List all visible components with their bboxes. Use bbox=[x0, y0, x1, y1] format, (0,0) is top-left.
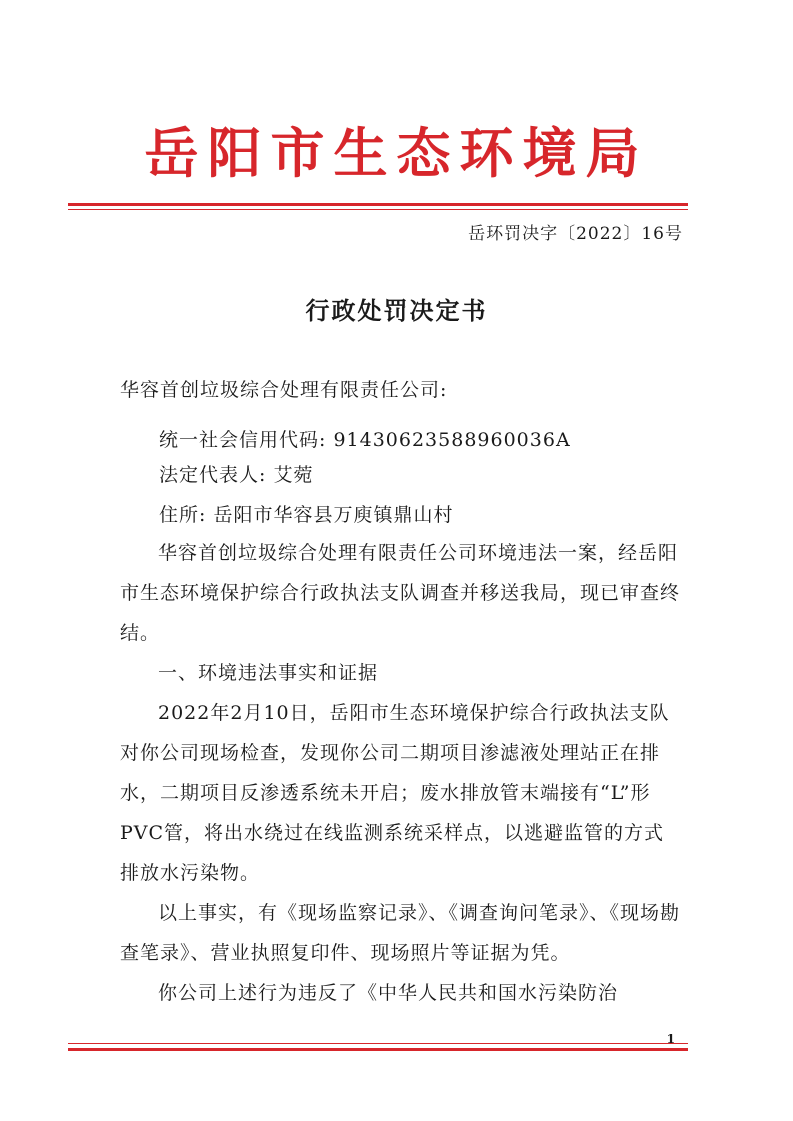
paragraph-evidence: 以上事实，有《现场监察记录》、《调查询问笔录》、《现场勘查笔录》、营业执照复印件、现场照片等证据为凭。 bbox=[120, 902, 681, 964]
document-body bbox=[120, 533, 680, 1013]
credit-code-line: 统一社会信用代码: 91430623588960036A bbox=[159, 429, 571, 451]
legal-representative-line: 法定代表人: 艾菀 bbox=[159, 464, 314, 486]
recipient-line: 华容首创垃圾综合处理有限责任公司: bbox=[120, 379, 448, 401]
letterhead-title: 岳阳市生态环境局 bbox=[144, 121, 649, 185]
paragraph-facts: 2022年2月10日，岳阳市生态环境保护综合行政执法支队对你公司现场检查，发现你公司二期项目渗滤液处理站正在排水，二期项目反渗透系统未开启；废水排放管末端接有“L”形PVC管，将出水绕过在线监测系统采样点，以逃避监管的方式排放水污染物。 bbox=[120, 702, 670, 884]
footer-red-rule-thick bbox=[68, 1048, 688, 1051]
paragraph-violation: 你公司上述行为违反了《中华人民共和国水污染防治 bbox=[158, 982, 619, 1004]
header-red-rule-thin bbox=[68, 209, 688, 210]
footer-red-rule-thin bbox=[68, 1043, 688, 1044]
paragraph-case-summary: 华容首创垃圾综合处理有限责任公司环境违法一案，经岳阳市生态环境保护综合行政执法支队调查并移送我局，现已审查终结。 bbox=[120, 542, 681, 644]
page-number: 1 bbox=[666, 1032, 675, 1046]
section-heading-facts: 一、环境违法事实和证据 bbox=[158, 662, 379, 684]
address-line: 住所: 岳阳市华容县万庾镇鼎山村 bbox=[159, 504, 454, 526]
document-heading: 行政处罚决定书 bbox=[305, 297, 488, 325]
header-red-rule-thick bbox=[68, 203, 688, 206]
document-number: 岳环罚决字〔2022〕16号 bbox=[468, 224, 683, 244]
